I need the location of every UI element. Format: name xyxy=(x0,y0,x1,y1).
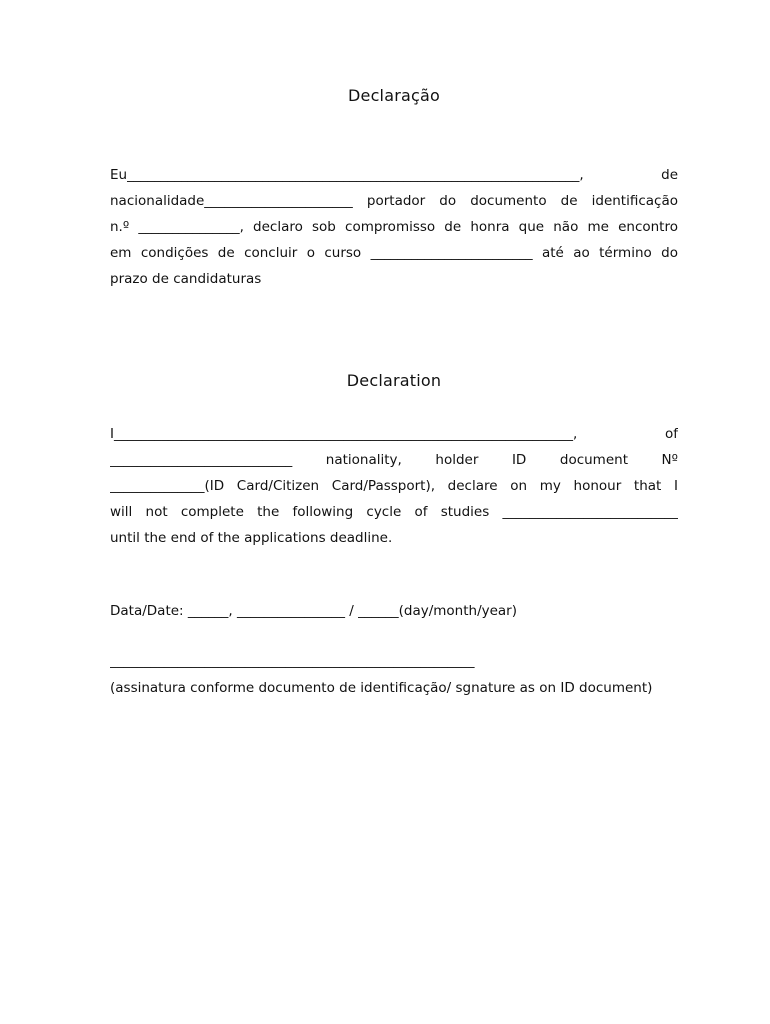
signature-caption-text: (assinatura conforme documento de identificação/ sgnature as on ID document) xyxy=(110,680,653,696)
declaration-paragraph-pt xyxy=(110,162,678,292)
paragraph-line: ___________________________ nationality, holder ID document Nº xyxy=(110,452,678,468)
declaration-paragraph-en xyxy=(110,421,678,551)
date-field-text: Data/Date: ______, ________________ / ______(day/month/year) xyxy=(110,603,517,619)
paragraph-line: em condições de concluir o curso ________________________ até ao término do xyxy=(110,245,678,261)
page-title-pt: Declaração xyxy=(348,86,440,105)
paragraph-line: prazo de candidaturas xyxy=(110,271,262,287)
page-title-en: Declaration xyxy=(346,371,442,390)
signature-caption xyxy=(110,675,678,701)
paragraph-line: until the end of the applications deadline. xyxy=(110,530,393,546)
date-field-line xyxy=(110,598,678,624)
signature-line xyxy=(110,648,678,674)
paragraph-line: I____________________________________________________________________, of xyxy=(110,426,678,442)
paragraph-line: ______________(ID Card/Citizen Card/Passport), declare on my honour that I xyxy=(110,478,678,494)
paragraph-line: Eu___________________________________________________________________, de xyxy=(110,167,678,183)
paragraph-line: n.º _______________, declaro sob compromisso de honra que não me encontro xyxy=(110,219,678,235)
paragraph-line: nacionalidade______________________ portador do documento de identificação xyxy=(110,193,678,209)
signature-underline: ______________________________________________________ xyxy=(110,653,475,669)
paragraph-line: will not complete the following cycle of studies __________________________ xyxy=(110,504,678,520)
